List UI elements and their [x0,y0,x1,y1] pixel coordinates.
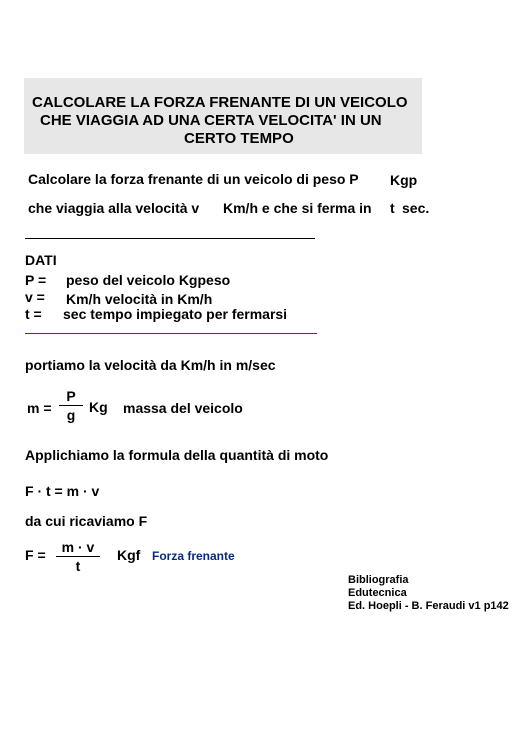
dati-desc-v: Km/h velocità in Km/h [66,291,213,307]
dati-desc-p: peso del veicolo Kgpeso [66,272,231,288]
intro-speed-unit: Km/h e che si ferma in [223,200,372,216]
mass-fraction [59,387,83,423]
force-label: Forza frenante [152,549,235,563]
mass-unit: Kg [89,399,108,415]
force-fraction [56,538,100,574]
title-line-1: CALCOLARE LA FORZA FRENANTE DI UN VEICOLO [32,94,408,111]
mass-label: massa del veicolo [123,400,243,416]
dati-heading: DATI [25,252,57,268]
dati-symbol-t: t = [25,306,42,322]
divider-dati [25,333,317,334]
conversion-text: portiamo la velocità da Km/h in m/sec [25,357,276,373]
title-line-3: CERTO TEMPO [184,130,294,147]
impulse-equation: F · t = m · v [25,483,100,499]
bibliography-title: Bibliografia [348,574,409,586]
mass-lhs: m = [27,400,52,416]
intro-line-2: che viaggia alla velocità v [28,200,200,216]
divider-top [25,238,315,239]
bibliography-source: Edutecnica [348,587,407,599]
title-banner [24,78,422,154]
apply-text: Applichiamo la formula della quantità di moto [25,447,329,463]
title-line-2: CHE VIAGGIA AD UNA CERTA VELOCITA' IN UN [40,112,382,129]
intro-time-unit: sec. [402,200,430,216]
force-numerator: m · v [61,539,95,555]
bibliography-reference: Ed. Hoepli - B. Feraudi v1 p142 [348,600,509,612]
mass-fraction-bar [59,405,83,406]
mass-denominator: g [66,407,76,423]
force-lhs: F = [25,547,46,563]
derive-text: da cui ricaviamo F [25,513,148,529]
intro-time-symbol: t [390,200,395,216]
dati-symbol-v: v = [25,289,45,305]
intro-line-1: Calcolare la forza frenante di un veicolo di peso P [28,171,359,187]
force-denominator: t [75,558,81,574]
intro-unit-kgp: Kgp [390,172,418,188]
force-fraction-bar [56,556,100,557]
mass-numerator: P [66,388,76,404]
force-unit: Kgf [117,547,141,563]
dati-symbol-p: P = [25,272,47,288]
dati-desc-t: sec tempo impiegato per fermarsi [63,306,288,322]
